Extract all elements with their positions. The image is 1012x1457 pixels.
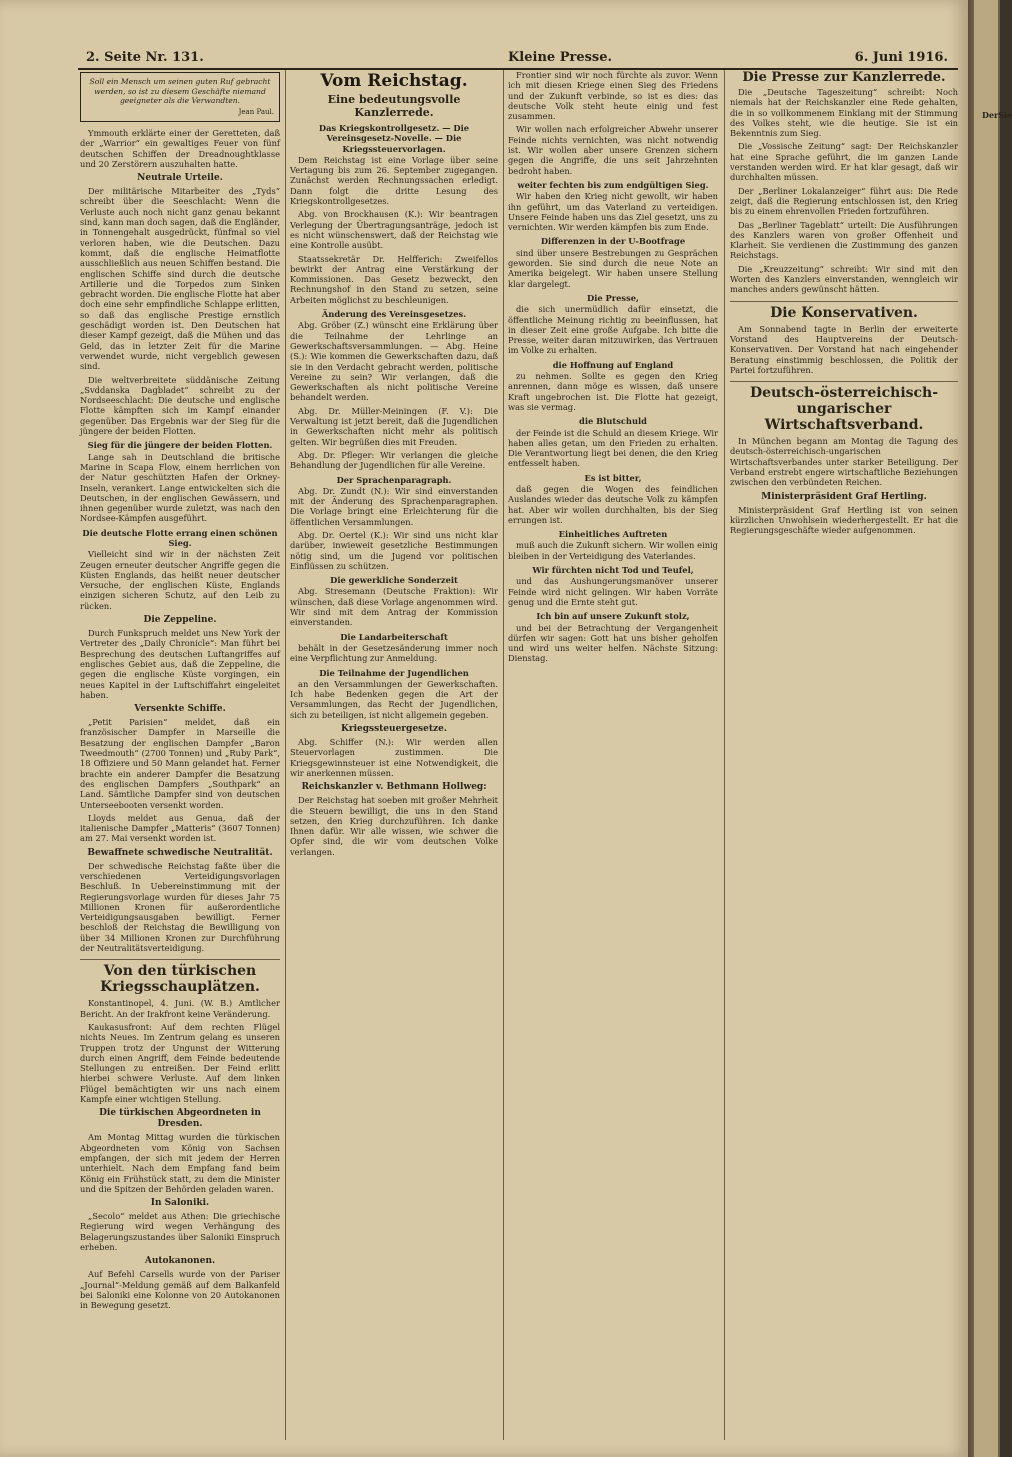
headline-neutral: Neutrale Urteile.: [137, 173, 223, 184]
article-paragraph: an den Versammlungen der Gewerkschaften. Ich habe Bedenken gegen die Art der Versammlungen, das Recht der Jugendlichen, sich zu beteiligen, ist nicht allgemein gegeben.: [290, 678, 498, 720]
article-paragraph: Das „Berliner Tageblatt“ urteilt: Die Ausführungen des Kanzlers waren von großer Offenheit und Klarheit. Sie verdienen die Zustimmung des ganzen Reichstags.: [730, 219, 958, 261]
headline-kanzler: Reichskanzler v. Bethmann Hollweg:: [301, 782, 487, 793]
headline-autokanonen: Autokanonen.: [144, 1256, 216, 1267]
headline-kriegsschauplaetze: Von den türkischen Kriegsschauplätzen.: [80, 959, 280, 995]
quote-text: Soll ein Mensch um seinen guten Ruf gebracht werden, so ist zu diesem Geschäfte niemand geeigneter als die Verwandten.: [89, 77, 271, 105]
article-paragraph: Lloyds meldet aus Genua, daß der italienische Dampfer „Matteris“ (3607 Tonnen) am 27. Mai versenkt worden ist.: [80, 812, 280, 844]
column-divider: [285, 70, 286, 1440]
article-paragraph: „Secolo“ meldet aus Athen: Die griechische Regierung wird wegen Verhängung des Belagerungszustandes über Saloniki Einspruch erheben.: [80, 1211, 280, 1253]
quote-box: [80, 72, 280, 122]
article-paragraph: Am Sonnabend tagte in Berlin der erweiterte Vorstand des Hauptvereins der Deutsch-Konservativen. Der Vorstand hat nach eingehender Beratung einstimmig beschlossen, die Politik der Partei fortzuführen.: [730, 323, 958, 375]
article-paragraph: und das Aushungerungsmanöver unserer Feinde wird nicht gelingen. Wir haben Vorräte genug und die Ernte steht gut.: [508, 576, 718, 607]
article-paragraph: Abg. Dr. Zundt (N.): Wir sind einverstanden mit der Änderung des Sprachenparagraphen. Die Vorlage bringt eine Erleichterung für die öffentlichen Versammlungen.: [290, 485, 498, 527]
article-paragraph: Der Reichstag hat soeben mit großer Mehrheit die Steuern bewilligt, die uns in den Stand setzen, den Krieg durchzuführen. Ich danke Ihnen dafür. Wir alle wissen, wie schwer die Opfer sind, die wir vom deutschen Volke verlangen.: [290, 795, 498, 857]
article-paragraph: der Feinde ist die Schuld an diesem Kriege. Wir haben alles getan, um den Frieden zu erhalten. Die Verantwortung liegt bei denen, die den Krieg entfesselt haben.: [508, 427, 718, 469]
article-paragraph: Abg. von Brockhausen (K.): Wir beantragen Verlegung der Übertragungsanträge, jedoch ist es nicht wünschenswert, daß der Reichstag wie eine Kontrolle ausübt.: [290, 209, 498, 251]
header-page-number: 2. Seite Nr. 131.: [86, 50, 204, 65]
headline-reichstag: Vom Reichstag.: [320, 71, 468, 91]
adjacent-page-strip: [974, 0, 1012, 1457]
subheadline: Es ist bitter,: [584, 472, 642, 483]
article-paragraph: Am Montag Mittag wurden die türkischen Abgeordneten vom König von Sachsen empfangen, der sich mit jedem der Herren unterhielt. Nach dem Empfang fand beim König ein Frühstück statt, zu dem die Minister und die Spitzen der Behörden geladen waren.: [80, 1132, 280, 1194]
subheadline: Änderung des Vereinsgesetzes.: [321, 309, 467, 320]
article-paragraph: Staatssekretär Dr. Helfferich: Zweifellos bewirkt der Antrag eine Verstärkung der Kommissionen. Das Gesetz bezweckt, den Rechnungshof in den Stand zu setzen, seine Arbeiten möglichst zu beschleunigen.: [290, 253, 498, 305]
article-paragraph: „Petit Parisien“ meldet, daß ein französischer Dampfer in Marseille die Besatzung der englischen Dampfer „Baron Tweedmouth“ (2700 Tonnen) und „Ruby Park“, 18 Offiziere und 50 Mann gelandet hat. Ferner brachte ein anderer Dampfer die Besatzung des englischen Dampfers „Southpark“ an Land. Sämtliche Dampfer sind von deutschen Unterseebooten versenkt worden.: [80, 717, 280, 810]
article-paragraph: Vielleicht sind wir in der nächsten Zeit Zeugen erneuter deutscher Angriffe gegen die Küsten Englands, das heißt neuer deutscher Versuche, der englischen Küste, Englands einzigen sicheren Schutz, auf den Leib zu rücken.: [80, 549, 280, 611]
article-paragraph: Der schwedische Reichstag faßte über die verschiedenen Verteidigungsvorlagen Beschluß. In Uebereinstimmung mit der Regierungsvorlage wurden für dieses Jahr 75 Millionen Kronen für außerordentliche Verteidigungsausgaben bewilligt. Ferner beschloß der Reichstag die Bewilligung von über 34 Millionen Kronen zur Durchführung der Neutralitätsverteidigung.: [80, 860, 280, 954]
column-2: [290, 70, 498, 1440]
article-paragraph: Abg. Dr. Pfleger: Wir verlangen die gleiche Behandlung der Jugendlichen für alle Vereine.: [290, 449, 498, 471]
headline-wirtschaftsverband: Deutsch-österreichisch-ungarischer Wirtschaftsverband.: [730, 381, 958, 433]
article-paragraph: Wir haben den Krieg nicht gewollt, wir haben ihn geführt, um das Vaterland zu verteidigen. Unsere Feinde haben uns das Ziel gesetzt, uns zu vernichten. Wir werden kämpfen bis zum Ende.: [508, 191, 718, 233]
subheadline: weiter fechten bis zum endgültigen Sieg.: [517, 179, 709, 190]
subheadline: Ich bin auf unsere Zukunft stolz,: [536, 611, 690, 622]
subheadline: Die deutsche Flotte errang einen schönen Sieg.: [82, 527, 278, 548]
subheadline: Wir fürchten nicht Tod und Teufel,: [532, 565, 694, 576]
subheadline: Die Landarbeiterschaft: [340, 631, 448, 642]
article-paragraph: Konstantinopel, 4. Juni. (W. B.) Amtlicher Bericht. An der Irakfront keine Veränderung.: [80, 998, 280, 1019]
header-date: 6. Juni 1916.: [854, 50, 948, 65]
column-divider: [724, 70, 725, 1440]
headline-kriegssteuer: Kriegssteuergesetze.: [341, 724, 447, 735]
article-paragraph: Auf Befehl Carsells wurde von der Pariser „Journal“-Meldung gemäß auf dem Balkanfeld bei Saloniki eine Kolonne von 20 Autokanonen in Bewegung gesetzt.: [80, 1269, 280, 1311]
subheadline: Die gewerkliche Sonderzeit: [330, 575, 458, 586]
subheadline: Das Kriegskontrollgesetz. — Die Vereinsgesetz-Novelle. — Die Kriegssteuervorlagen.: [318, 123, 470, 154]
column-divider: [503, 70, 504, 1440]
subheadline: Einheitliches Auftreten: [558, 529, 668, 540]
article-paragraph: Ministerpräsident Graf Hertling ist von seinen kürzlichen Unwohlsein wiederhergestellt. Er hat die Regierungsgeschäfte wieder aufgenommen.: [730, 504, 958, 536]
headline-zeppeline: Die Zeppeline.: [143, 615, 217, 626]
subheadline: Differenzen in der U-Bootfrage: [540, 236, 686, 247]
article-paragraph: Abg. Dr. Oertel (K.): Wir sind uns nicht klar darüber, inwieweit gesetzliche Bestimmungen nötig sind, um die Jugend vor politischen Einflüssen zu schützen.: [290, 529, 498, 571]
article-paragraph: sind über unsere Bestrebungen zu Gesprächen geworden. Sie sind durch die neue Note an Amerika beigelegt. Wir haben unsere Stellung klar dargelegt.: [508, 247, 718, 289]
subheadline: Die Presse,: [587, 292, 639, 303]
headline-kanzlerrede: Eine bedeutungsvolle Kanzlerrede.: [327, 93, 461, 119]
quote-author: Jean Paul.: [238, 107, 274, 116]
header-masthead: Kleine Presse.: [508, 50, 613, 65]
column-4: [730, 70, 958, 1440]
column-1: [80, 70, 280, 1440]
subheadline: die Hoffnung auf England: [552, 359, 674, 370]
article-paragraph: In München begann am Montag die Tagung des deutsch-österreichisch-ungarischen Wirtschaftsverbandes unter starker Beteiligung. Der Verband erstrebt engere wirtschaftliche Beziehungen zwischen den verbündeten Reichen.: [730, 436, 958, 488]
headline-hertling: Ministerpräsident Graf Hertling.: [761, 491, 927, 502]
article-paragraph: Die „Vossische Zeitung“ sagt: Der Reichskanzler hat eine Sprache geführt, die im ganzen Lande verstanden werden wird. Er hat klar gesagt, daß wir durchhalten müssen.: [730, 141, 958, 183]
column-3: [508, 70, 718, 1440]
article-paragraph: Dem Reichstag ist eine Vorlage über seine Vertagung bis zum 26. September zugegangen. Zunächst werden Rechnungssachen erledigt. Dann folgt die dritte Lesung des Kriegskontrollgesetzes.: [290, 154, 498, 207]
article-paragraph: daß gegen die Wogen des feindlichen Auslandes wieder das deutsche Volk zu kämpfen hat. Aber wir wollen durchhalten, bis der Sieg errungen ist.: [508, 483, 718, 525]
article-paragraph: Abg. Stresemann (Deutsche Fraktion): Wir wünschen, daß diese Vorlage angenommen wird. Wir sind mit dem Antrag der Kommission einverstanden.: [290, 586, 498, 628]
page-header: [78, 52, 958, 70]
article-paragraph: Die weltverbreitete süddänische Zeitung „Svddanska Dagbladet“ schreibt zu der Nordseeschlacht: Die deutsche und englische Flotte kämpften sich im Kampf einander gegenüber. Das Ergebnis war der Sieg für die jüngere der beiden Flotten.: [80, 374, 280, 437]
article-paragraph: Lange sah in Deutschland die britische Marine in Scapa Flow, einem herrlichen von der Natur geschützten Hafen der Orkney-Inseln, verankert. Lange entwickelten sich die Deutschen, in der englischen Gewässern, und ihnen gegenüber wurde zuletzt, was nach den Nordsee-Kämpfen ausgeführt.: [80, 451, 280, 524]
adjacent-page-edge: [968, 0, 1012, 1457]
article-paragraph: Abg. Schiffer (N.): Wir werden allen Steuervorlagen zustimmen. Die Kriegsgewinnsteuer ist eine Notwendigkeit, die wir anerkennen müssen.: [290, 737, 498, 778]
headline-bewaffnet: Bewaffnete schwedische Neutralität.: [87, 847, 273, 858]
article-paragraph: Durch Funkspruch meldet uns New York der Vertreter des „Daily Chronicle“: Man führt bei Besprechung des deutschen Luftangriffes auf englisches Gebiet aus, daß die Zeppeline, die gegen die englische Küste vorgingen, ein neues Kapitel in der Luftschiffahrt eingeleitet haben.: [80, 628, 280, 700]
headline-saloniki: In Saloniki.: [150, 1198, 210, 1209]
article-paragraph: Kaukasusfront: Auf dem rechten Flügel nichts Neues. Im Zentrum gelang es unseren Truppen trotz der Ungunst der Witterung durch einen Angriff, dem Feinde bedeutende Stellungen zu entreißen. Der Feind erlitt hierbei schwere Verluste. Auf dem linken Flügel bemächtigten wir uns nach einem Kampfe einer wichtigen Stellung.: [80, 1021, 280, 1105]
headline-versenkt: Versenkte Schiffe.: [134, 704, 226, 715]
adjacent-page-text: DerSie: [982, 110, 1012, 120]
article-paragraph: die sich unermüdlich dafür einsetzt, die öffentliche Meinung richtig zu beeinflussen, hat in dieser Zeit eine große Aufgabe. Ich bitte die Presse, weiter daran mitzuwirken, das Vertrauen im Volke zu erhalten.: [508, 304, 718, 356]
subheadline: die Blutschuld: [579, 416, 647, 427]
article-paragraph: behält in der Gesetzesänderung immer noch eine Verpflichtung zur Anmeldung.: [290, 642, 498, 664]
article-paragraph: und bei der Betrachtung der Vergangenheit dürfen wir sagen: Gott hat uns bisher geholfen und wird uns weiter helfen. Nächste Sitzung: Dienstag.: [508, 622, 718, 664]
article-paragraph: Ymmouth erklärte einer der Geretteten, daß der „Warrior“ ein gewaltiges Feuer von fünf deutschen Schiffen der Dreadnoughtklasse und 20 Zerstörern auszuhalten hatte.: [80, 128, 280, 169]
headline-presse: Die Presse zur Kanzlerrede.: [742, 70, 946, 85]
article-paragraph: Wir wollen nach erfolgreicher Abwehr unserer Feinde nichts vernichten, was nicht notwendig ist. Wir wollen aber unsere Grenzen sichern gegen die Angriffe, die uns seit Jahrzehnten bedroht haben.: [508, 124, 718, 176]
article-paragraph: muß auch die Zukunft sichern. Wir wollen einig bleiben in der Verteidigung des Vaterlandes.: [508, 540, 718, 561]
article-paragraph: Die „Deutsche Tageszeitung“ schreibt: Noch niemals hat der Reichskanzler eine Rede gehalten, die in so vollkommenem Einklang mit der Stimmung des Volkes steht, wie die heutige. Sie ist ein Bekenntnis zum Sieg.: [730, 87, 958, 139]
article-paragraph: zu nehmen. Sollte es gegen den Krieg anrennen, dann möge es wissen, daß unsere Kraft ungebrochen ist. Die Flotte hat gezeigt, was sie vermag.: [508, 371, 718, 412]
article-paragraph: Abg. Gröber (Z.) wünscht eine Erklärung über die Teilnahme der Lehrlinge an Gewerkschaftsversammlungen. — Abg. Heine (S.): Wie kommen die Gewerkschaften dazu, daß sie in den Verdacht gebracht werden, politische Vereine zu sein? Wir verlangen, daß die Gewerkschaften als nicht politische Vereine behandelt werden.: [290, 320, 498, 403]
subheadline: Die Teilnahme der Jugendlichen: [319, 667, 469, 678]
headline-abgeordneten: Die türkischen Abgeordneten in Dresden.: [99, 1108, 261, 1130]
article-paragraph: Der „Berliner Lokalanzeiger“ führt aus: Die Rede zeigt, daß die Regierung entschlossen ist, den Krieg bis zu einem ehrenvollen Frieden fortzuführen.: [730, 185, 958, 217]
headline-konservativen: Die Konservativen.: [730, 301, 958, 321]
subheadline: Sieg für die jüngere der beiden Flotten.: [87, 440, 273, 451]
article-paragraph: Die „Kreuzzeitung“ schreibt: Wir sind mit den Worten des Kanzlers einverstanden, wenngleich wir manches anders gewünscht hätten.: [730, 263, 958, 295]
subheadline: Der Sprachenparagraph.: [336, 474, 452, 485]
article-paragraph: Frontier sind wir noch fürchte als zuvor. Wenn ich mit diesen Kriege einen Sieg des Friedens und der Zukunft verbinde, so ist es dies: das deutsche Volk steht heute einig und fest zusammen.: [508, 70, 718, 122]
article-paragraph: Der militärische Mitarbeiter des „Tyds“ schreibt über die Seeschlacht: Wenn die Verluste auch noch nicht ganz genau bekannt sind, kann man doch sagen, daß die Engländer, in Tonnengehalt ausgedrückt, fünfmal so viel verloren haben, wie die Deutschen. Dazu kommt, daß die englische Heimatflotte ausschließlich aus neuen Schiffen bestand. Die englischen Schiffe sind durch die deutsche Artillerie und die Torpedos zum Sinken gebracht worden. Die englische Flotte hat aber doch eine sehr empfindliche Schlappe erlitten, so daß das englische Prestige ernstlich geschädigt worden ist. Den Deutschen hat dieser Kampf gezeigt, daß die Mühen und das Geld, das in letzter Zeit für die Marine verwendet wurde, nicht vergeblich gewesen sind.: [80, 186, 280, 372]
article-paragraph: Abg. Dr. Müller-Meiningen (F. V.): Die Verwaltung ist jetzt bereit, daß die Jugendlichen in Gewerkschaften nicht mehr als politisch gelten. Wir begrüßen dies mit Freuden.: [290, 405, 498, 447]
